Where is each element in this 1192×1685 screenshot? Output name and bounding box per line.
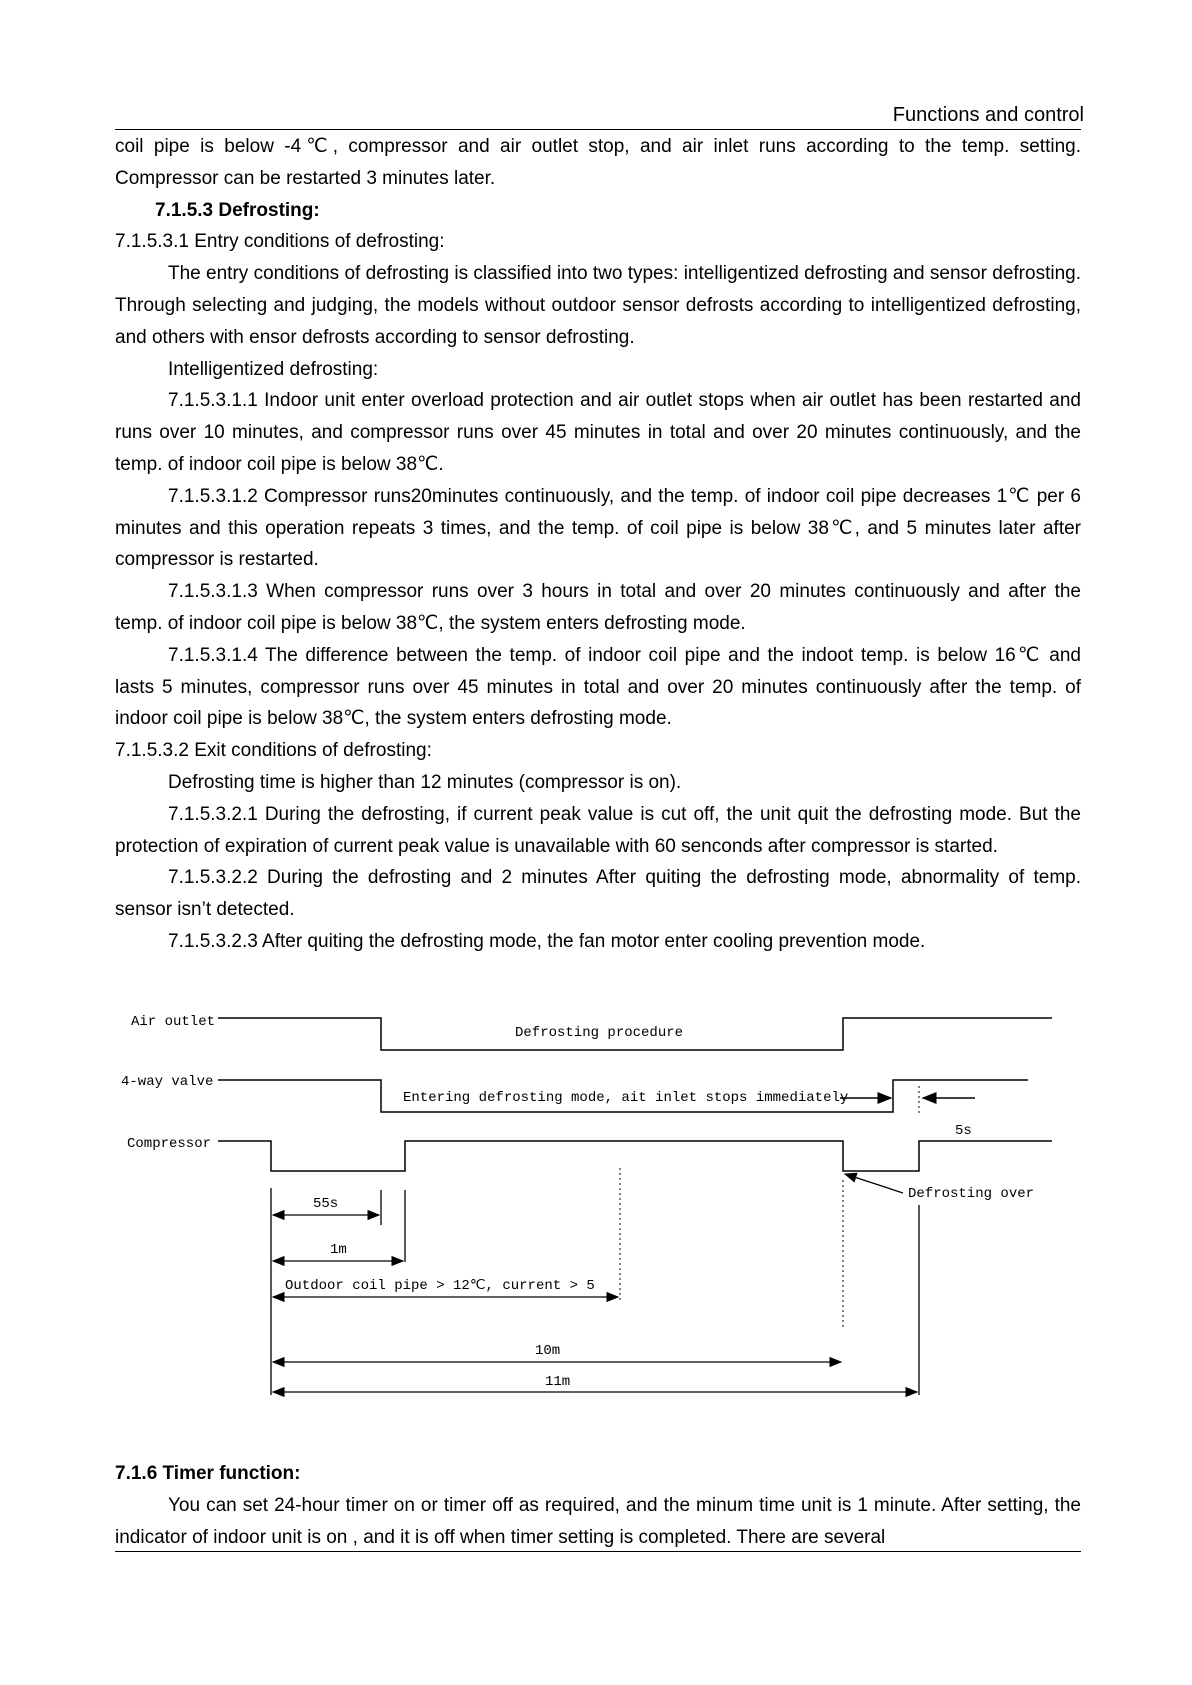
body-text bbox=[115, 131, 1081, 958]
arrow-defrosting-over bbox=[845, 1174, 903, 1193]
label-outdoor-coil: Outdoor coil pipe > 12℃, current > 5 bbox=[285, 1278, 595, 1294]
paragraph-715311: 7.1.5.3.1.1 Indoor unit enter overload protection and air outlet stops when air outlet has been restarted and runs over 10 minutes, and compressor runs over 45 minutes in total and over 20 minutes continuously, and the temp. of indoor coil pipe is below 38℃. bbox=[115, 390, 1081, 475]
paragraph-715312: 7.1.5.3.1.2 Compressor runs20minutes continuously, and the temp. of indoor coil pipe decreases 1℃ per 6 minutes and this operation repeats 3 times, and the temp. of coil pipe is below 38℃, and 5 minutes later after compressor is restarted. bbox=[115, 485, 1081, 571]
timer-section bbox=[115, 1458, 1081, 1553]
paragraph-715323: 7.1.5.3.2.3 After quiting the defrosting mode, the fan motor enter cooling prevention mode. bbox=[168, 930, 926, 952]
paragraph-715322: 7.1.5.3.2.2 During the defrosting and 2 minutes After quiting the defrosting mode, abnormality of temp. sensor isn’t detected. bbox=[115, 867, 1081, 921]
label-entering-defrosting: Entering defrosting mode, ait inlet stops immediately bbox=[403, 1090, 849, 1106]
page-header-title: Functions and control bbox=[892, 104, 1084, 126]
section-heading-7153: 7.1.5.3 Defrosting: bbox=[155, 199, 320, 221]
subsection-71532: 7.1.5.3.2 Exit conditions of defrosting: bbox=[115, 740, 432, 762]
row-label-compressor: Compressor bbox=[127, 1136, 212, 1152]
label-defrosting-procedure: Defrosting procedure bbox=[515, 1025, 684, 1041]
label-55s: 55s bbox=[313, 1196, 339, 1212]
header-rule bbox=[115, 129, 1081, 130]
compressor-signal bbox=[218, 1141, 1052, 1171]
label-10m: 10m bbox=[535, 1343, 561, 1359]
section-heading-716: 7.1.6 Timer function: bbox=[115, 1463, 301, 1484]
footer-rule bbox=[115, 1551, 1081, 1552]
label-5s: 5s bbox=[955, 1123, 972, 1139]
label-defrosting-over: Defrosting over bbox=[908, 1186, 1035, 1202]
label-11m: 11m bbox=[545, 1374, 571, 1390]
paragraph-intelligentized: Intelligentized defrosting: bbox=[168, 358, 379, 380]
paragraph-continuation: coil pipe is below -4℃, compressor and air outlet stop, and air inlet runs according to the temp. setting. Compressor can be restarted 3 minutes later. bbox=[115, 136, 1081, 189]
defrosting-timing-diagram bbox=[115, 1000, 1081, 1420]
paragraph-exit: Defrosting time is higher than 12 minutes (compressor is on). bbox=[168, 771, 682, 793]
label-1m: 1m bbox=[330, 1242, 347, 1258]
paragraph-716: You can set 24-hour timer on or timer off as required, and the minum time unit is 1 minute. After setting, the indicator of indoor unit is on , and it is off when timer setting is completed. There are several bbox=[115, 1494, 1081, 1548]
row-label-4way-valve: 4-way valve bbox=[121, 1074, 214, 1090]
paragraph-715313: 7.1.5.3.1.3 When compressor runs over 3 hours in total and over 20 minutes continuously and after the temp. of indoor coil pipe is below 38℃, the system enters defrosting mode. bbox=[115, 581, 1081, 634]
subsection-71531: 7.1.5.3.1 Entry conditions of defrosting: bbox=[115, 231, 445, 253]
paragraph-715321: 7.1.5.3.2.1 During the defrosting, if current peak value is cut off, the unit quit the defrosting mode. But the protection of expiration of current peak value is unavailable with 60 senconds after compressor is started. bbox=[115, 803, 1081, 857]
paragraph-entry-conditions: The entry conditions of defrosting is classified into two types: intelligentized defrosting and sensor defrosting. Through selecting and judging, the models without outdoor sensor defrosts according to intelligentized defrosting, and others with ensor defrosts according to sensor defrosting. bbox=[115, 263, 1081, 348]
row-label-air-outlet: Air outlet bbox=[131, 1014, 216, 1030]
paragraph-715314: 7.1.5.3.1.4 The difference between the temp. of indoor coil pipe and the indoot temp. is below 16℃ and lasts 5 minutes, compressor runs over 45 minutes in total and over 20 minutes continuously after the temp. of indoor coil pipe is below 38℃, the system enters defrosting mode. bbox=[115, 644, 1081, 730]
